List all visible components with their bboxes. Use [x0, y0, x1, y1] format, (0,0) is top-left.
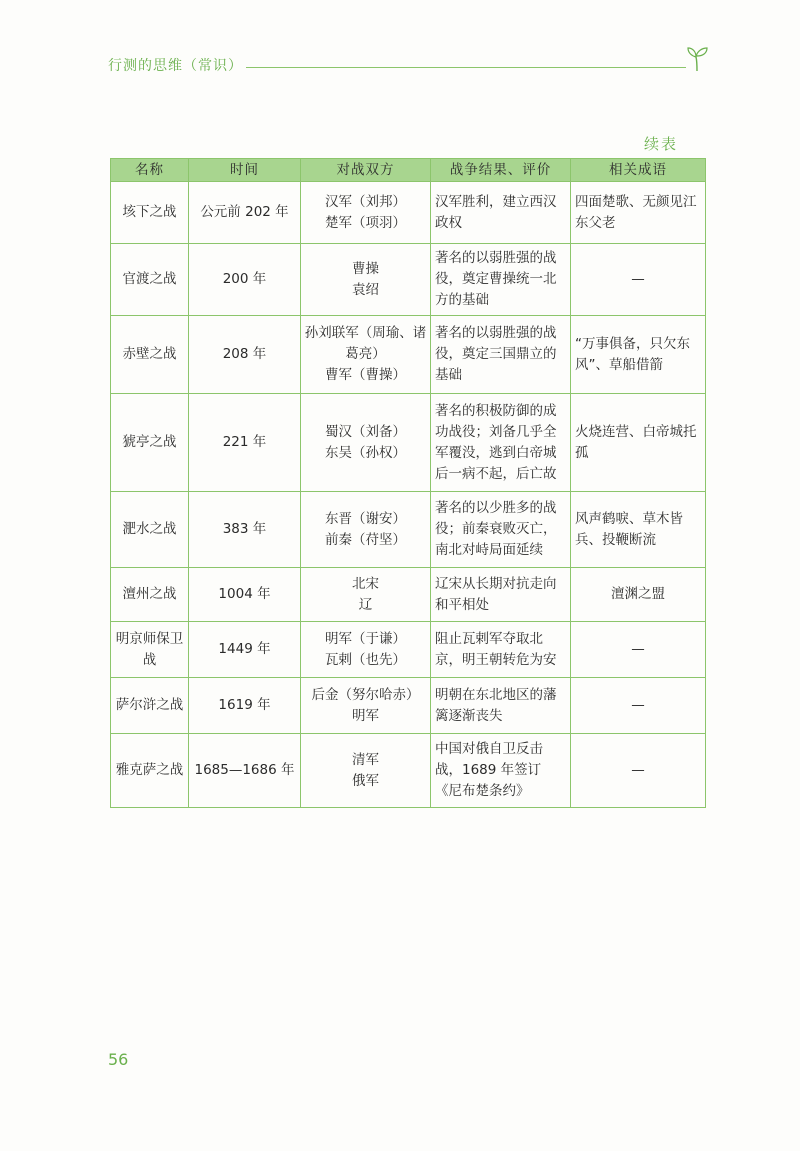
battle-time: 383 年	[189, 492, 301, 568]
table-row	[111, 244, 706, 316]
battle-result: 阻止瓦剌军夺取北京，明王朝转危为安	[431, 622, 571, 678]
battle-idiom: 火烧连营、白帝城托孤	[571, 394, 706, 492]
table-row	[111, 492, 706, 568]
table-row	[111, 182, 706, 244]
battle-name: 萨尔浒之战	[111, 678, 189, 734]
battle-result: 明朝在东北地区的藩篱逐渐丧失	[431, 678, 571, 734]
header-rule	[246, 67, 686, 68]
battle-time: 1004 年	[189, 568, 301, 622]
battle-time: 1685—1686 年	[189, 734, 301, 808]
battle-name: 赤壁之战	[111, 316, 189, 394]
battle-sides: 孙刘联军（周瑜、诸葛亮） 曹军（曹操）	[301, 316, 431, 394]
battle-result: 著名的积极防御的成功战役；刘备几乎全军覆没，逃到白帝城后一病不起，后亡故	[431, 394, 571, 492]
battle-time: 208 年	[189, 316, 301, 394]
battle-result: 著名的以弱胜强的战役，奠定三国鼎立的基础	[431, 316, 571, 394]
column-header-name: 名称	[111, 159, 189, 182]
sprout-icon	[682, 43, 712, 73]
table-header-row	[111, 159, 706, 182]
battle-idiom: —	[571, 622, 706, 678]
battle-name: 雅克萨之战	[111, 734, 189, 808]
continued-label: 续表	[644, 135, 679, 153]
battle-sides: 后金（努尔哈赤） 明军	[301, 678, 431, 734]
battle-name: 垓下之战	[111, 182, 189, 244]
battle-result: 辽宋从长期对抗走向和平相处	[431, 568, 571, 622]
battle-name: 淝水之战	[111, 492, 189, 568]
battle-idiom: —	[571, 678, 706, 734]
battle-result: 著名的以少胜多的战役；前秦衰败灭亡，南北对峙局面延续	[431, 492, 571, 568]
column-header-idiom: 相关成语	[571, 159, 706, 182]
battle-time: 公元前 202 年	[189, 182, 301, 244]
battle-idiom: 四面楚歌、无颜见江东父老	[571, 182, 706, 244]
battle-name: 猇亭之战	[111, 394, 189, 492]
battle-idiom: —	[571, 244, 706, 316]
battle-sides: 清军 俄军	[301, 734, 431, 808]
battle-sides: 汉军（刘邦） 楚军（项羽）	[301, 182, 431, 244]
page-header	[108, 55, 708, 79]
table-row	[111, 394, 706, 492]
battle-time: 200 年	[189, 244, 301, 316]
column-header-sides: 对战双方	[301, 159, 431, 182]
table-row	[111, 316, 706, 394]
battle-sides: 曹操 袁绍	[301, 244, 431, 316]
battle-time: 1449 年	[189, 622, 301, 678]
battle-name: 官渡之战	[111, 244, 189, 316]
battle-idiom: —	[571, 734, 706, 808]
battle-sides: 明军（于谦） 瓦剌（也先）	[301, 622, 431, 678]
battles-table	[110, 158, 706, 808]
table-row	[111, 734, 706, 808]
page-number: 56	[108, 1050, 129, 1069]
battle-result: 著名的以弱胜强的战役，奠定曹操统一北方的基础	[431, 244, 571, 316]
battle-result: 中国对俄自卫反击战，1689 年签订《尼布楚条约》	[431, 734, 571, 808]
battle-idiom: “万事俱备，只欠东风”、草船借箭	[571, 316, 706, 394]
battle-result: 汉军胜利，建立西汉政权	[431, 182, 571, 244]
battle-time: 1619 年	[189, 678, 301, 734]
page-header-title: 行测的思维（常识）	[108, 58, 243, 74]
battle-name: 明京师保卫战	[111, 622, 189, 678]
battle-sides: 东晋（谢安） 前秦（苻坚）	[301, 492, 431, 568]
battle-sides: 北宋 辽	[301, 568, 431, 622]
table-row	[111, 678, 706, 734]
battle-idiom: 澶渊之盟	[571, 568, 706, 622]
battle-sides: 蜀汉（刘备） 东吴（孙权）	[301, 394, 431, 492]
column-header-result: 战争结果、评价	[431, 159, 571, 182]
battle-name: 澶州之战	[111, 568, 189, 622]
battle-idiom: 风声鹤唳、草木皆兵、投鞭断流	[571, 492, 706, 568]
column-header-time: 时间	[189, 159, 301, 182]
table-row	[111, 622, 706, 678]
table-row	[111, 568, 706, 622]
battle-time: 221 年	[189, 394, 301, 492]
